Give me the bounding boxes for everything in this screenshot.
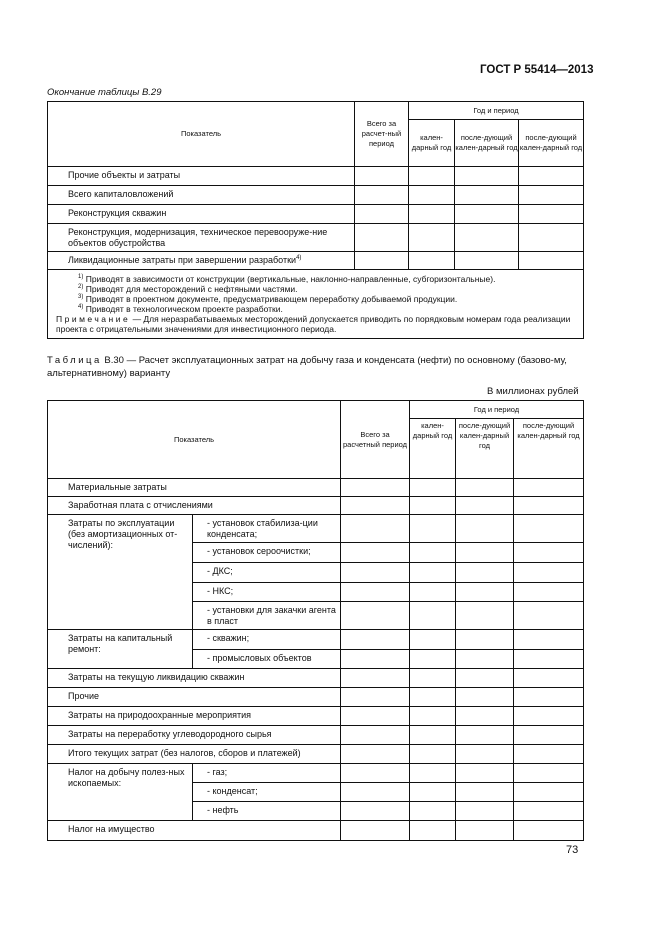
sub-row-label: - газ; <box>193 764 341 783</box>
row-label: Реконструкция скважин <box>48 205 355 224</box>
table-continuation-caption: Окончание таблицы В.29 <box>47 87 162 98</box>
group-label: Затраты на капитальный ремонт: <box>48 630 193 669</box>
note-text: — Для неразрабатываемых месторождений допускается приводить по порядковым номерам года реализации проекта с отрицательными значениями для инвестиционного периода. <box>56 314 571 334</box>
note-label: Примечание <box>56 314 131 324</box>
page-number: 73 <box>566 844 579 856</box>
footnote-mark: 1) <box>78 274 84 281</box>
header-calendar: кален-дарный год <box>410 419 456 479</box>
group-label: Налог на добычу полез-ных ископаемых: <box>48 764 193 821</box>
row-label: Итого текущих затрат (без налогов, сборов и платежей) <box>48 745 341 764</box>
footnote-mark: 4) <box>78 304 84 311</box>
footnote-text: Приводят в зависимости от конструкции (вертикальные, наклонно-направленные, субгоризонтальные). <box>83 274 496 284</box>
table-b30 <box>47 400 584 841</box>
header-last-calendar: после-дующий кален-дарный год <box>519 120 584 167</box>
footnote-2 <box>78 284 579 294</box>
footnote-mark: 2) <box>78 284 84 291</box>
table-label: Таблица <box>47 355 102 366</box>
standard-number: ГОСТ Р 55414—2013 <box>480 64 594 76</box>
footnote-text: Приводят в проектном документе, предусматривающем переработку добываемой продукции. <box>83 294 458 304</box>
sub-row-label: - установок сероочистки; <box>193 543 341 563</box>
header-indicator: Показатель <box>48 102 355 167</box>
row-label: Заработная плата с отчислениями <box>48 497 341 515</box>
group-label: Затраты по эксплуатации (без амортизационных от-числений): <box>48 515 193 630</box>
table-b29 <box>47 101 584 339</box>
row-label-last <box>48 252 355 270</box>
row-label: Реконструкция, модернизация, техническое перевооруже-ние объектов обустройства <box>48 224 355 252</box>
sub-row-label: - установки для закачки агента в пласт <box>193 602 341 630</box>
table-notes <box>48 270 584 339</box>
header-total: Всего за расчет-ный период <box>355 102 409 167</box>
header-calendar: кален-дарный год <box>409 120 455 167</box>
footnote-1 <box>78 274 579 284</box>
footnote-text: Приводят в технологическом проекте разработки. <box>83 304 283 314</box>
footnote-mark: 4) <box>296 255 302 261</box>
header-last-calendar: после-дующий кален-дарный год <box>514 419 584 479</box>
row-label: Всего капиталовложений <box>48 186 355 205</box>
sub-row-label: - промысловых объектов <box>193 650 341 669</box>
row-label: Прочие <box>48 688 341 707</box>
units-label: В миллионах рублей <box>487 386 579 397</box>
footnote-3 <box>78 294 579 304</box>
header-next-calendar: после-дующий кален-дарный год <box>456 419 514 479</box>
footnote-mark: 3) <box>78 294 84 301</box>
sub-row-label: - НКС; <box>193 583 341 602</box>
row-label: Затраты на текущую ликвидацию скважин <box>48 669 341 688</box>
row-label: Затраты на природоохранные мероприятия <box>48 707 341 726</box>
header-indicator: Показатель <box>48 401 341 479</box>
sub-row-label: - нефть <box>193 802 341 821</box>
header-total: Всего за расчетный период <box>341 401 410 479</box>
sub-row-label: - скважин; <box>193 630 341 650</box>
header-next-calendar: после-дующий кален-дарный год <box>455 120 519 167</box>
table-b30-title <box>47 354 582 380</box>
header-year-period: Год и период <box>410 401 584 419</box>
row-label: Затраты на переработку углеводородного сырья <box>48 726 341 745</box>
header-year-period: Год и период <box>409 102 584 120</box>
row-label-text: Ликвидационные затраты при завершении разработки <box>68 255 297 265</box>
row-label: Прочие объекты и затраты <box>48 167 355 186</box>
sub-row-label: - установок стабилиза-ции конденсата; <box>193 515 341 543</box>
sub-row-label: - ДКС; <box>193 563 341 583</box>
row-label: Материальные затраты <box>48 479 341 497</box>
footnote-text: Приводят для месторождений с нефтяными частями. <box>83 284 298 294</box>
table-note <box>56 314 579 334</box>
footnote-4 <box>78 304 579 314</box>
row-label: Налог на имущество <box>48 821 341 841</box>
table-title-text: В.30 — Расчет эксплуатационных затрат на добычу газа и конденсата (нефти) по основному (базово-му, альтернативному) варианту <box>47 355 567 379</box>
sub-row-label: - конденсат; <box>193 783 341 802</box>
